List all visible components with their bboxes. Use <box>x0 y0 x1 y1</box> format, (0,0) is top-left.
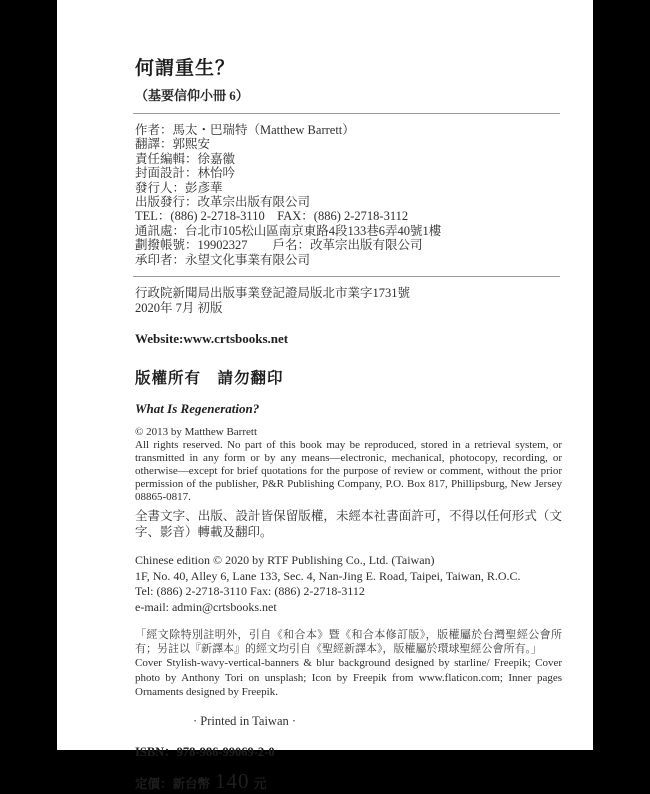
price-value: 140 <box>215 768 250 793</box>
website-line: Website:www.crtsbooks.net <box>135 331 289 347</box>
publication-info-list <box>135 123 562 267</box>
info-line-cover-design: 封面設計：林怡吟 <box>135 166 236 181</box>
info-line-tel-fax: TEL：(886) 2-2718-3110 FAX：(886) 2-2718-3112 <box>135 209 409 224</box>
copyright-notice: 版權所有 請勿翻印 <box>135 370 284 388</box>
edition-date-line: 2020年 7月 初版 <box>135 301 223 316</box>
design-credits: Cover Stylish-wavy-vertical-banners & blur background designed by starline/ Freepik; Cover photo by Anthony Tori on unsplash; Icon by Freepik from www.flaticon.com; Inner pages Ornaments designed by Freepik. <box>135 657 562 699</box>
info-line-translator: 翻譯：郭熙安 <box>135 137 211 152</box>
edition-line-tel-fax: Tel: (886) 2-2718-3110 Fax: (886) 2-2718-3112 <box>135 584 365 599</box>
info-line-publishing-house: 出版發行：改革宗出版有限公司 <box>135 195 311 210</box>
price-unit: 元 <box>253 775 267 791</box>
divider-middle <box>133 276 560 277</box>
edition-line-email: e-mail: admin@crtsbooks.net <box>135 599 277 614</box>
info-line-editor: 責任編輯：徐嘉徽 <box>135 151 236 166</box>
edition-line-copyright: Chinese edition © 2020 by RTF Publishing Co., Ltd. (Taiwan) <box>135 553 435 568</box>
registration-number-line: 行政院新聞局出版事業登記證局版北市業字1731號 <box>135 286 411 301</box>
info-line-publisher-person: 發行人：彭彥華 <box>135 180 223 195</box>
scripture-note: 「經文除特別註明外，引自《和合本》暨《和合本修訂版》，版權屬於台灣聖經公會所有；另註以『新譯本』的經文均引自《聖經新譯本》，版權屬於環球聖經公會所有。」 <box>135 629 562 655</box>
divider-top <box>133 113 560 114</box>
copyright-line: © 2013 by Matthew Barrett <box>135 426 257 439</box>
edition-line-address: 1F, No. 40, Alley 6, Lane 133, Sec. 4, Nan-Jing E. Road, Taipei, Taiwan, R.O.C. <box>135 568 521 583</box>
book-subtitle: （基要信仰小冊 6） <box>135 88 249 103</box>
price-label: 定價：新台幣 <box>135 776 211 791</box>
isbn-line: ISBN：978-986-99069-2-0 <box>135 744 275 759</box>
rights-paragraph: All rights reserved. No part of this book may be reproduced, stored in a retrieval system, or transmitted in any form or by any means—electronic, mechanical, photocopy, recording, or otherwise—except for brief quotations for the purpose of review or comment, without the prior permission of the publisher, P&R Publishing Company, P.O. Box 817, Phillipsburg, New Jersey 08865-0817. <box>135 439 562 504</box>
registration-block <box>135 286 562 316</box>
english-title: What Is Regeneration? <box>135 401 260 417</box>
price-line <box>135 769 562 794</box>
info-line-address: 通訊處：台北市105松山區南京東路4段133巷6弄40號1樓 <box>135 223 442 238</box>
chinese-rights-paragraph: 全書文字、出版、設計皆保留版權，未經本社書面許可，不得以任何形式（文字、影音）轉載及翻印。 <box>135 509 562 539</box>
colophon-content <box>135 0 562 793</box>
printed-in-taiwan: · Printed in Taiwan · <box>193 713 297 728</box>
colophon-page <box>57 0 593 793</box>
info-line-printer: 承印者：永望文化事業有限公司 <box>135 252 311 267</box>
chinese-edition-block <box>135 553 562 615</box>
info-line-postal-account: 劃撥帳號：19902327 戶名：改革宗出版有限公司 <box>135 238 423 253</box>
info-line-author: 作者：馬太・巴瑞特（Matthew Barrett） <box>135 123 355 137</box>
book-title: 何謂重生？ <box>135 58 236 79</box>
